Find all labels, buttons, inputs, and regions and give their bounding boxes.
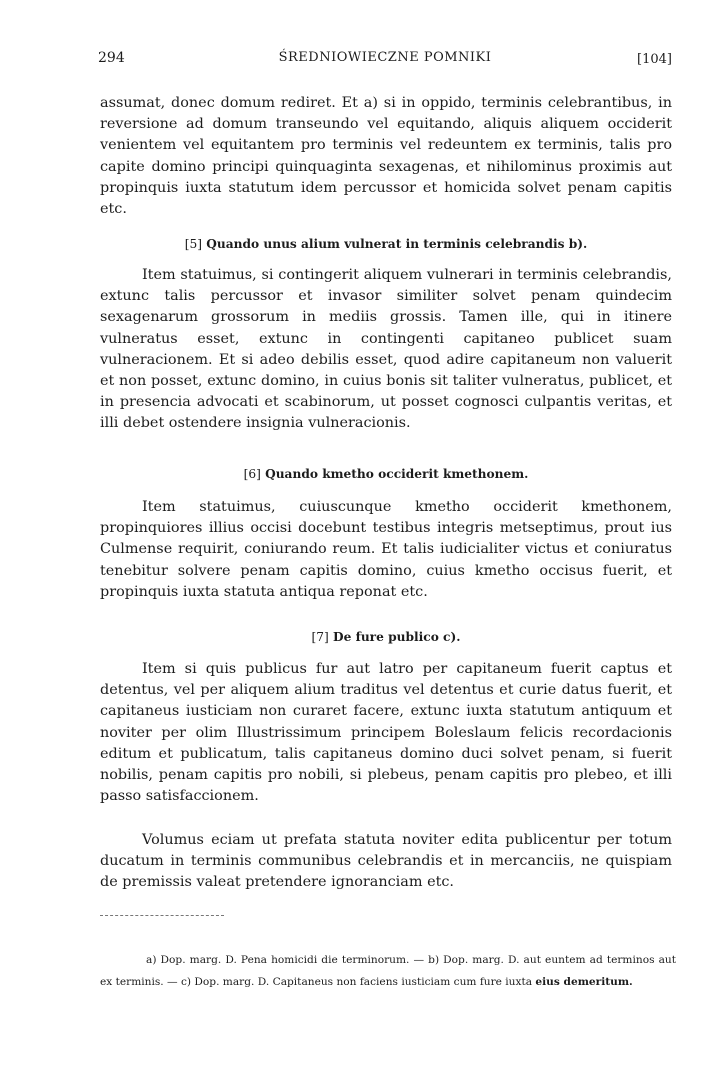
footnote-separator: [100, 915, 224, 916]
closing-paragraph: [100, 830, 672, 894]
section-title: Quando kmetho occiderit kmethonem.: [265, 467, 529, 481]
section-paragraph-5: [100, 265, 672, 435]
footnote-emphasis: eius demeritum.: [535, 975, 633, 988]
section-paragraph-7: [100, 659, 672, 807]
section-text: Item statuimus, cuiuscunque kmetho occiderit kmethonem, propinquiores illius occisi docebunt testibus integris metseptimus, prout ius Culmense requirit, coniurando reum. Et talis iudicialiter victus et coniuratus tenebitur solvere penam capitis domino, cuius kmetho occisus fuerit, et propinquis iuxta statuta antiqua reponat etc.: [100, 499, 672, 600]
section-paragraph-6: [100, 497, 672, 603]
footnote-text: a) Dop. marg. D. Pena homicidi die terminorum. — b) Dop. marg. D. aut euntem ad terminos aut ex terminis. — c) Dop. marg. D. Capitaneus non faciens iusticiam cum fure iuxta: [100, 954, 676, 988]
section-title: De fure publico c).: [333, 630, 461, 644]
intro-paragraph: [100, 93, 672, 220]
intro-text: assumat, donec domum rediret. Et a) si in oppido, terminis celebrantibus, in reversione ad domum transeundo vel equitando, aliquis aliquem occiderit venientem vel equitantem pro terminis vel redeuntem ex terminis, talis pro capite domino principi quinquaginta sexagenas, et nihilominus proximis aut propinquis iuxta statutum idem percussor et homicida solvet penam capitis etc.: [100, 95, 672, 218]
section-heading-7: [100, 630, 672, 644]
footnotes: [100, 950, 676, 993]
section-number: [7]: [311, 630, 329, 644]
section-text: Item si quis publicus fur aut latro per capitaneum fuerit captus et detentus, vel per aliquem alium traditus vel detentus et curie datus fuerit, et capitaneus iusticiam non curaret facere, extunc iuxta statutum antiquum et noviter per olim Illustrissimum principem Boleslaum felicis recordacionis editum et publicatum, talis capitaneus domino duci solvet penam, si fuerit nobilis, penam capitis pro nobili, si plebeus, penam capitis pro plebeo, et illi passo satisfaccionem.: [100, 661, 672, 805]
section-text: Item statuimus, si contingerit aliquem vulnerari in terminis celebrandis, extunc talis percussor et invasor similiter solvet penam quindecim sexagenarum grossorum in mediis grossis. Tamen ille, qui in itinere vulneratus esset, extunc in contingenti capitaneo publicet suam vulneracionem. Et si adeo debilis esset, quod adire capitaneum non valuerit et non posset, extunc domino, in cuius bonis sit taliter vulneratus, publicet, et in presencia advocati et scabinorum, ut posset cognosci culpantis veritas, et illi debet ostendere insignia vulneracionis.: [100, 267, 672, 432]
section-heading-5: [100, 237, 672, 251]
page-number: 294: [98, 50, 125, 66]
section-title: Quando unus alium vulnerat in terminis celebrandis b).: [206, 237, 588, 251]
section-number: [6]: [243, 467, 261, 481]
section-number: [5]: [184, 237, 202, 251]
closing-text: Volumus eciam ut prefata statuta noviter edita publicentur per totum ducatum in terminis communibus celebrandis et in mercanciis, ne quispiam de premissis valeat pretendere ignoranciam etc.: [100, 832, 672, 891]
document-reference: [104]: [637, 52, 672, 67]
running-title: ŚREDNIOWIECZNE POMNIKI: [278, 50, 492, 65]
section-heading-6: [100, 467, 672, 481]
running-header: [98, 50, 672, 72]
